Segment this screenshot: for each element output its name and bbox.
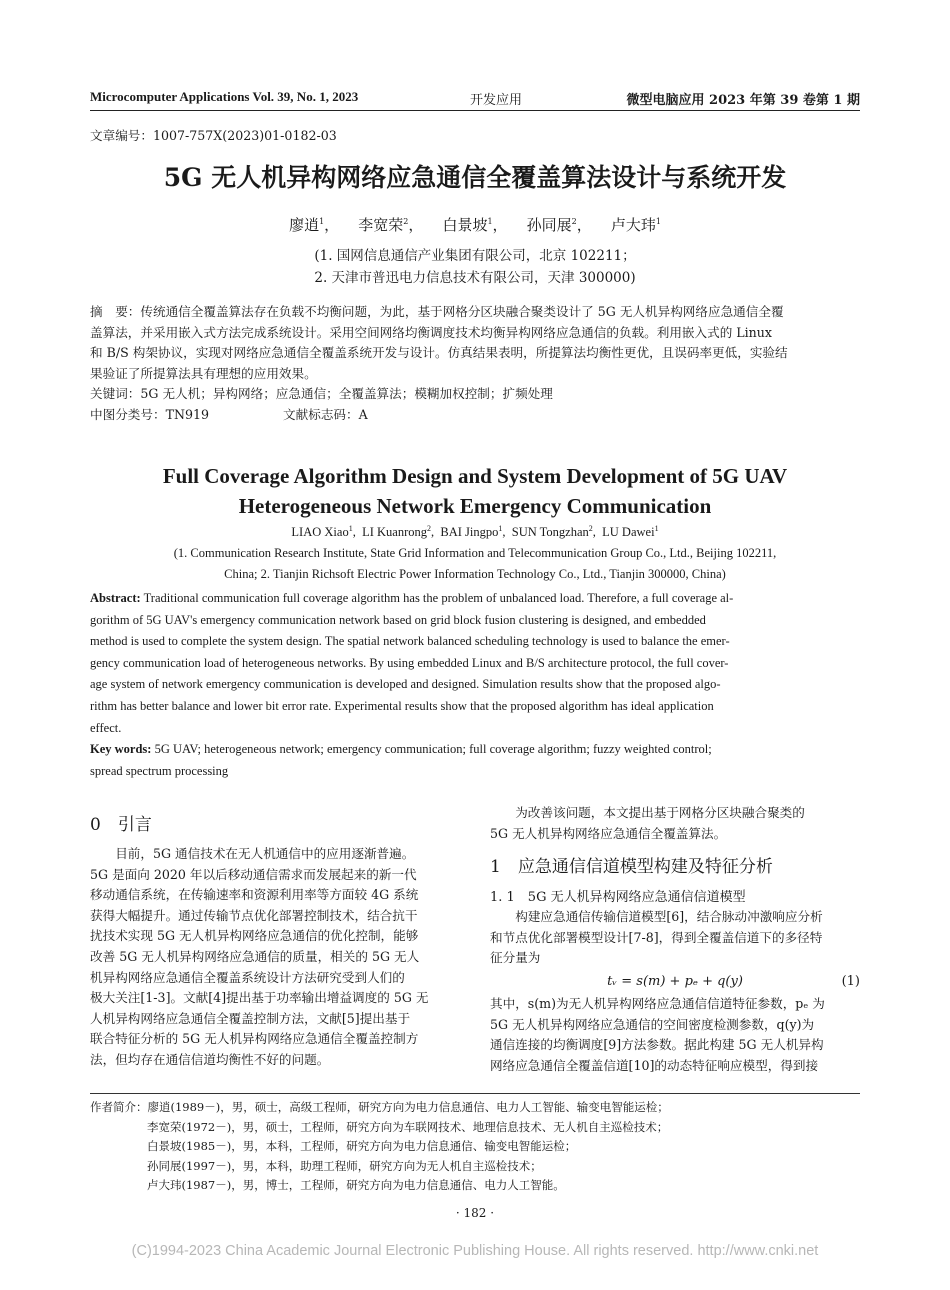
authors-en: LIAO Xiao$^1$, LI Kuanrong$^2$, BAI Jingpo$^1$, SUN Tongzhan$^2$, LU Dawei$^1$ — [291, 523, 659, 539]
classification: 中图分类号：TN919 文献标志码：A — [90, 406, 368, 422]
article-number: 文章编号：1007-757X(2023)01-0182-03 — [90, 128, 337, 143]
running-header-right: 微型电脑应用 2023 年第 39 卷第 1 期 — [626, 93, 860, 108]
equation-1: tᵥ = s(m) + pₑ + q(y) — [607, 974, 743, 989]
affiliation-en: China; 2. Tianjin Richsoft Electric Power Information Technology Co., Ltd., Tianjin 300000, China) — [224, 567, 726, 581]
equation-1-number: (1) — [841, 974, 860, 989]
keywords-cn: 5G 无人机；异构网络；应急通信；全覆盖算法；模糊加权控制；扩频处理 — [140, 386, 553, 401]
abstract-en: Abstract: Traditional communication full coverage algorithm has the problem of unbalanced load. Therefore, a full coverage al- gorithm of 5G UAV's emergency communication network based on grid block fusion clustering is designed, and embedded method is used to complete the system design. The spatial network balanced scheduling technology is used to balance the emer- gency communication load of heterogeneous networks. By using embedded Linux and B/S architecture protocol, the full cover- age system of network emergency communication is developed and designed. Simulation results show that the proposed algo- rithm has better balance and lower bit error rate. Experimental results show that the proposed algorithm has ideal application effect. Key words: 5G UAV; heterogeneous network; emergency communication; full coverage algorithm; fuzzy weighted control; spread spectrum processing — [90, 591, 734, 778]
running-header-left: Microcomputer Applications Vol. 39, No. 1, 2023 — [90, 89, 359, 104]
affiliation-cn: 2. 天津市普迅电力信息技术有限公司，天津 300000) — [314, 270, 636, 286]
section-0-heading: 0 引言 — [90, 815, 152, 835]
copyright-watermark: (C)1994-2023 China Academic Journal Electronic Publishing House. All rights reserved. http://www.cnki.net — [131, 1243, 819, 1259]
author-cn: 廖逍 — [289, 216, 320, 234]
keywords-cn-label: 关键词： — [90, 386, 141, 401]
affiliation-cn: (1. 国网信息通信产业集团有限公司，北京 102211； — [314, 248, 636, 264]
section-0-body: 目前，5G 通信技术在无人机通信中的应用逐渐普遍。 5G 是面向 2020 年以后移动通信需求而发展起来的新一代 移动通信系统，在传输速率和资源利用率等方面较 4G 系统 获得大幅提升。通过传输节点优化部署控制技术，结合抗干 扰技术实现 5G 无人机异构网络应急通信的优化控制，能够 改善 5G 无人机异构网络应急通信的质量，相关的 5G 无人 机异构网络应急通信全覆盖系统设计方法研究受到人们的 极大关注[1-3]。文献[4]提出基于功率输出增益调度的 5G 无 人机异构网络应急通信全覆盖控制方法，文献[5]提出基于 联合特征分析的 5G 无人机异构网络应急通信全覆盖控制方 法，但均存在通信信道均衡性不好的问题。 — [90, 846, 429, 1067]
abstract-cn-label: 摘 要： — [90, 304, 141, 319]
intro-continuation: 为改善该问题，本文提出基于网格分区块融合聚类的 5G 无人机异构网络应急通信全覆盖算法。 — [490, 805, 805, 841]
header-rule — [90, 110, 860, 111]
title-en-line: Full Coverage Algorithm Design and System Development of 5G UAV — [162, 464, 788, 488]
subsection-1-1-heading: 1. 1 5G 无人机异构网络应急通信信道模型 — [490, 890, 746, 905]
section-1-heading: 1 应急通信信道模型构建及特征分析 — [490, 857, 773, 877]
authors-cn: 廖逍$^1$， 李宽荣$^2$， 白景坡$^1$， 孙同展$^2$， 卢大玮$^1$ — [289, 216, 661, 234]
title-en-line: Heterogeneous Network Emergency Communication — [238, 494, 712, 518]
page-number: · 182 · — [455, 1206, 495, 1220]
author-bios: 作者简介：廖逍(1989－)，男，硕士，高级工程师，研究方向为电力信息通信、电力人工智能、输变电智能运检； 李宽荣(1972－)，男，硕士，工程师，研究方向为车联网技术、地理信息技术、无人机自主巡检技术； 白景坡(1985－)，男，本科，工程师，研究方向为电力信息通信、输变电智能运检； 孙同展(1997－)，男，本科，助理工程师，研究方向为无人机自主巡检技术； 卢大玮(1987－)，男，博士，工程师，研究方向为电力信息通信、电力人工智能。 — [90, 1100, 669, 1192]
author-cn: 李宽荣 — [358, 216, 404, 234]
running-header-center: 开发应用 — [470, 93, 523, 108]
author-cn: 卢大玮 — [610, 216, 656, 234]
footnote-rule — [90, 1093, 860, 1094]
abstract-cn: 摘 要：传统通信全覆盖算法存在负载不均衡问题，为此，基于网格分区块融合聚类设计了 5G 无人机异构网络应急通信全覆 盖算法，并采用嵌入式方法完成系统设计。采用空间网络均衡调度技术均衡异构网络应急通信的负载。利用嵌入式的 Linux 和 B/S 构架协议，实现对网络应急通信全覆盖系统开发与设计。仿真结果表明，所提算法均衡性更优，且误码率更低，实验结 果验证了所提算法具有理想的应用效果。 关键词：5G 无人机；异构网络；应急通信；全覆盖算法；模糊加权控制；扩频处理 中图分类号：TN919 文献标志码：A — [90, 302, 860, 425]
author-cn: 白景坡 — [442, 216, 488, 234]
author-cn: 孙同展 — [526, 216, 572, 234]
abstract-en-label: Abstract: — [90, 591, 141, 605]
title-cn: 5G 无人机异构网络应急通信全覆盖算法设计与系统开发 — [163, 163, 787, 192]
footnote-label: 作者简介： — [90, 1100, 148, 1114]
affiliation-en: (1. Communication Research Institute, State Grid Information and Telecommunication Group Co., Ltd., Beijing 102211, — [173, 546, 777, 560]
para-a: 构建应急通信传输信道模型[6]，结合脉动冲激响应分析 和节点优化部署模型设计[7-8]，得到全覆盖信道下的多径特 征分量为 — [490, 909, 823, 966]
para-b: 其中，s(m)为无人机异构网络应急通信信道特征参数，pₑ 为 5G 无人机异构网络应急通信的空间密度检测参数，q(y)为 通信连接的均衡调度[9]方法参数。据此构建 5G 无人机异构 网络应急通信全覆盖信道[10]的动态特征响应模型，得到接 — [490, 996, 825, 1073]
keywords-en-label: Key words: — [90, 742, 152, 757]
